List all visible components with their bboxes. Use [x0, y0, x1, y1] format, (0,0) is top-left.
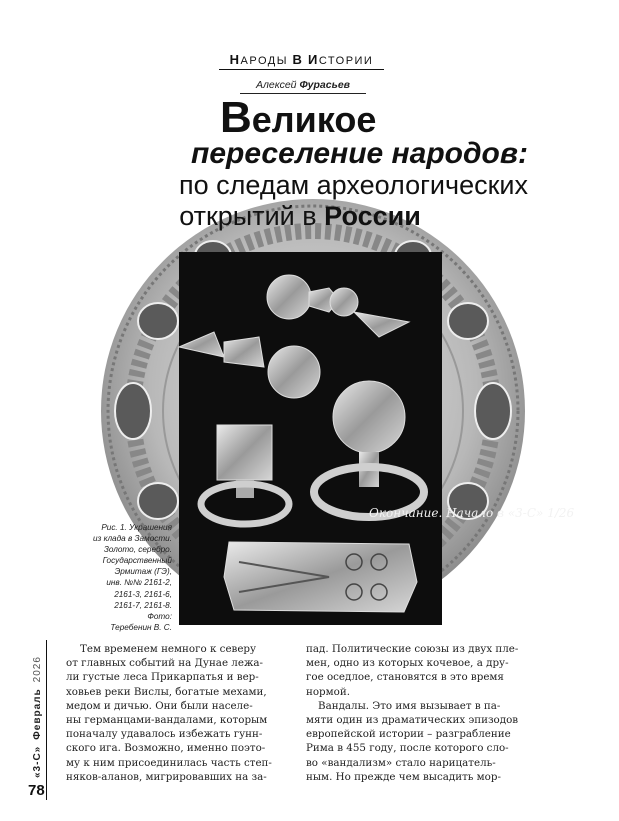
caption-line: Государственный	[102, 556, 172, 566]
issue-month: Февраль	[31, 688, 43, 740]
caption-line: Фото:	[147, 611, 172, 621]
body-column-2	[306, 642, 524, 784]
title-line-2: переселение народов:	[191, 137, 528, 170]
body-line: мяти один из драматических эпизодов	[306, 714, 519, 727]
round-buckle	[314, 381, 424, 517]
rubric-word-1: АРОДЫ	[240, 55, 288, 67]
rubric-rule	[219, 69, 384, 70]
body-line: медом и дичью. Они были населе-	[66, 699, 253, 712]
body-line: поначалу удавалось избежать гунн-	[66, 728, 263, 741]
artifacts-photo	[179, 252, 575, 625]
body-line: ховьев реки Вислы, богатые мехами,	[66, 685, 267, 698]
author-first-name: Алексей	[255, 79, 297, 91]
caption-line: Эрмитаж (ГЭ),	[114, 567, 172, 577]
rubric-initial-3: И	[307, 52, 319, 67]
rubric-initial-1: Н	[229, 52, 241, 67]
page-number: 78	[28, 782, 45, 799]
title-word-1: еликое	[251, 99, 377, 140]
body-line: му к ним присоединилась часть степ-	[66, 756, 272, 769]
body-line: мен, одно из которых кочевое, а дру-	[306, 657, 509, 670]
title-line-3: по следам археологических	[179, 170, 528, 200]
fibula-brooch-middle	[179, 332, 320, 398]
strap-end-plaque	[224, 542, 417, 612]
journal-name: «3-С»	[31, 745, 43, 778]
body-line: ли густые леса Прикарпатья и вер-	[66, 671, 259, 684]
body-line: во «вандализм» стало нарицатель-	[306, 756, 496, 769]
caption-line: 2161-7, 2161-8.	[114, 600, 172, 610]
title-drop-initial: В	[220, 93, 252, 142]
body-line: нормой.	[306, 685, 350, 698]
body-line: Тем временем немного к северу	[80, 643, 257, 655]
title-line-4-plain: открытий в	[179, 201, 317, 231]
square-buckle	[201, 425, 289, 524]
body-line: няков-аланов, мигрировавших на за-	[66, 770, 267, 783]
caption-line: 2161-3, 2161-6,	[114, 589, 172, 599]
body-column-1	[66, 642, 272, 784]
body-line: гое оседлое, становятся в это время	[306, 671, 504, 684]
caption-line: инв. №№ 2161-2,	[106, 578, 172, 588]
caption-line: Золото, серебро.	[103, 545, 172, 555]
body-line: европейской истории – разграбление	[306, 728, 511, 741]
author-last-name: Фурасьев	[299, 79, 350, 91]
body-line: ского ига. Возможно, именно поэто-	[66, 742, 266, 755]
rubric-word-3: СТОРИИ	[318, 55, 374, 67]
caption-line: из клада в Замости.	[92, 534, 172, 544]
fibula-brooch-upper	[267, 275, 409, 337]
spine-footer	[28, 638, 46, 778]
body-line: от главных событий на Дунае лежа-	[66, 657, 264, 670]
rubric-word-2: В	[292, 52, 304, 67]
title-line-4-bold: России	[324, 201, 421, 231]
body-line: ны германцами-вандалами, которым	[66, 714, 268, 727]
title-line-4	[150, 201, 450, 231]
body-line: пад. Политические союзы из двух пле-	[306, 643, 519, 655]
author-byline	[240, 79, 366, 94]
title-line-1	[220, 93, 390, 142]
rubric-header	[219, 52, 384, 70]
body-line: Вандалы. Это имя вызывает в па-	[318, 699, 501, 712]
body-line: ным. Но прежде чем высадить мор-	[306, 770, 501, 783]
caption-line: Теребенин В. С.	[110, 622, 172, 632]
continuation-note: Окончание. Начало в «3-С» 1/26	[369, 506, 575, 520]
spine-rule	[46, 640, 47, 800]
issue-year: 2026	[31, 656, 43, 683]
body-line: Рима в 455 году, после которого сло-	[306, 742, 509, 755]
caption-line: Рис. 1. Украшения	[101, 523, 172, 532]
figure-caption	[62, 522, 172, 633]
